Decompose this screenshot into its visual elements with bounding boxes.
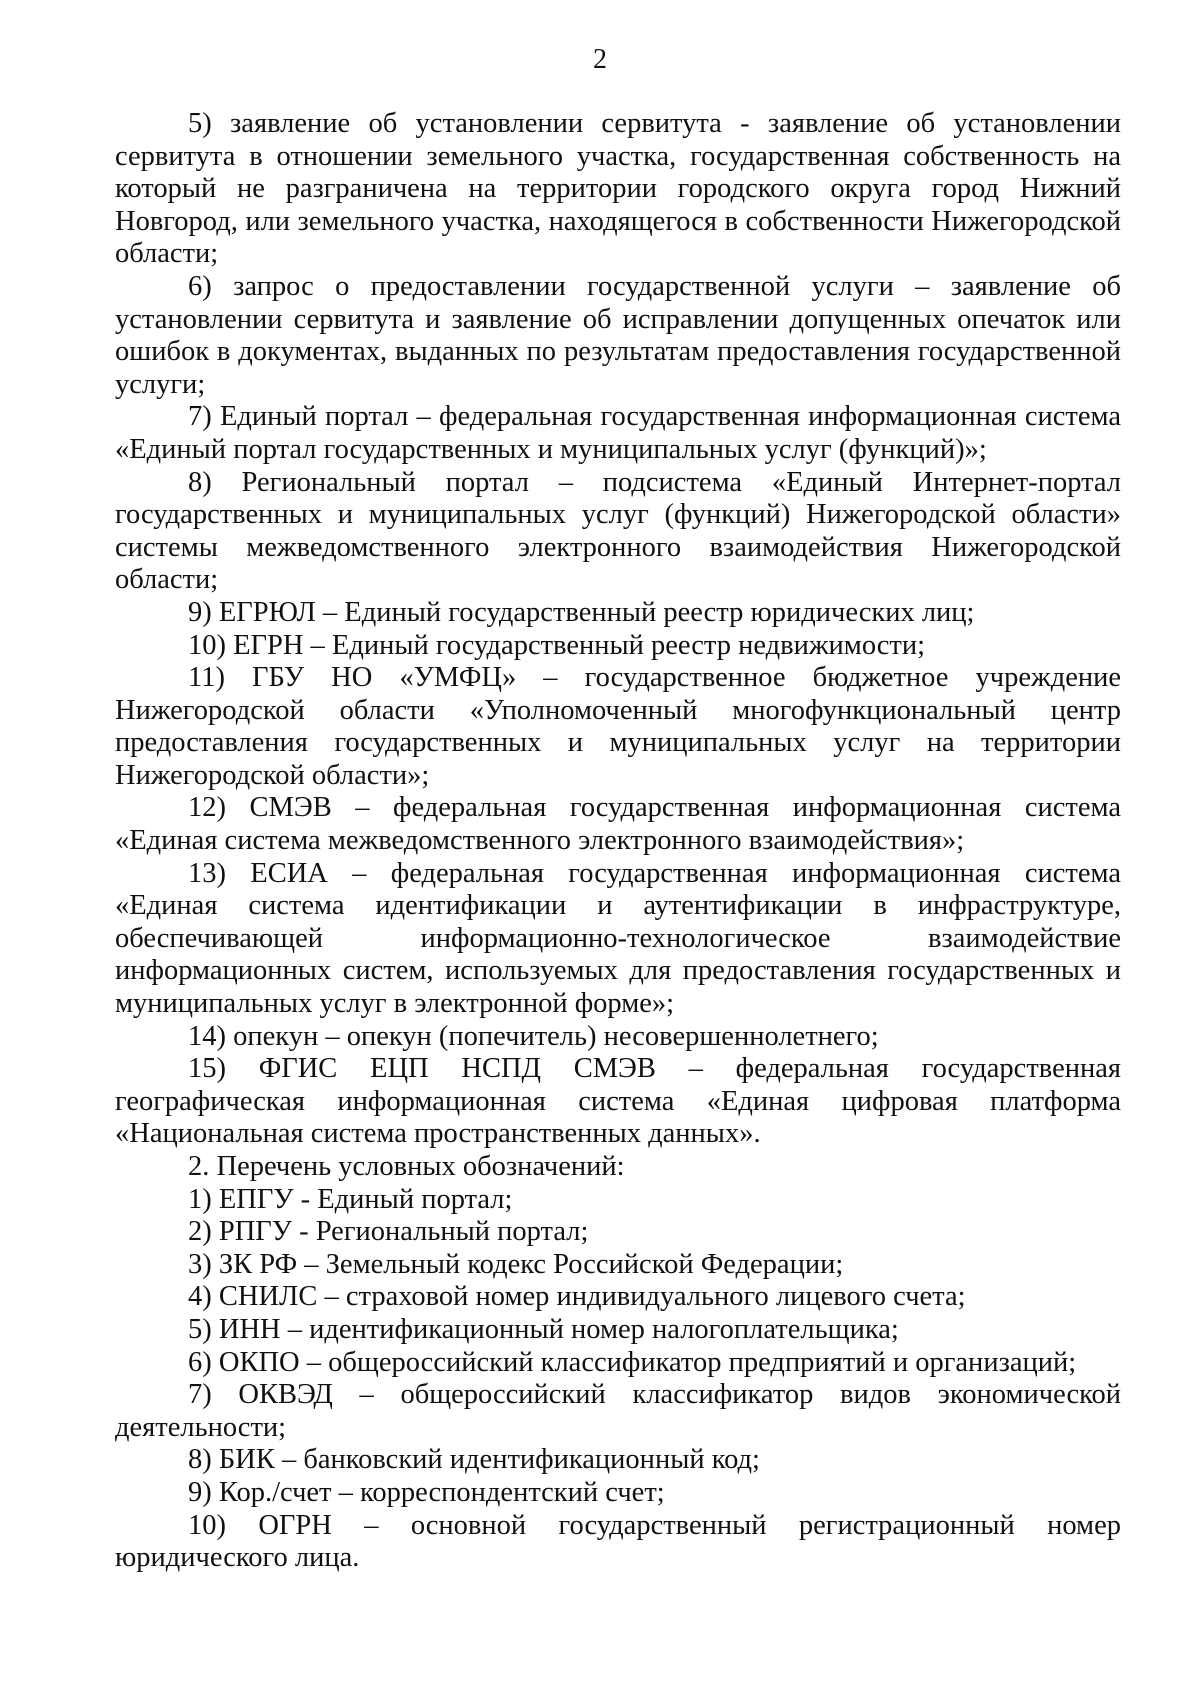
abbreviation-item-1: 1) ЕПГУ - Единый портал; bbox=[188, 1183, 513, 1215]
abbreviation-item-3: 3) ЗК РФ – Земельный кодекс Российской Федерации; bbox=[188, 1248, 844, 1280]
paragraph-definition-13: 13) ЕСИА – федеральная государственная информационная система «Единая система идентификации и аутентификации в инфраструктуре, обеспечивающей информационно-технологическое взаимодействие информационных систем, используемых для предоставления государственных и муниципальных услуг в электронной форме»; bbox=[115, 857, 1121, 1020]
page-number: 2 bbox=[593, 44, 607, 75]
abbreviation-item-2: 2) РПГУ - Региональный портал; bbox=[188, 1216, 589, 1248]
paragraph-definition-12: 12) СМЭВ – федеральная государственная информационная система «Единая система межведомственного электронного взаимодействия»; bbox=[115, 792, 1121, 857]
abbreviation-item-9: 9) Кор./счет – корреспондентский счет; bbox=[188, 1476, 665, 1508]
paragraph-definition-6: 6) запрос о предоставлении государственной услуги – заявление об установлении сервитута и заявление об исправлении допущенных опечаток или ошибок в документах, выданных по результатам предоставления государственной услуги; bbox=[115, 270, 1121, 400]
abbreviation-item-4: 4) СНИЛС – страховой номер индивидуального лицевого счета; bbox=[188, 1281, 966, 1313]
paragraph-definition-15: 15) ФГИС ЕЦП НСПД СМЭВ – федеральная государственная географическая информационная система «Единая цифровая платформа «Национальная система пространственных данных». bbox=[115, 1053, 1121, 1150]
abbreviation-item-7: 7) ОКВЭД – общероссийский классификатор видов экономической деятельности; bbox=[115, 1379, 1121, 1443]
paragraph-definition-5: 5) заявление об установлении сервитута - заявление об установлении сервитута в отношении земельного участка, государственная собственность на который не разграничена на территории городского округа город Нижний Новгород, или земельного участка, находящегося в собственности Нижегородской области; bbox=[115, 108, 1121, 270]
abbreviation-item-10: 10) ОГРН – основной государственный регистрационный номер юридического лица. bbox=[115, 1509, 1121, 1574]
abbreviation-item-8: 8) БИК – банковский идентификационный код; bbox=[188, 1444, 760, 1476]
section-heading-abbreviations: 2. Перечень условных обозначений: bbox=[188, 1151, 625, 1182]
paragraph-definition-10: 10) ЕГРН – Единый государственный реестр недвижимости; bbox=[188, 629, 926, 661]
paragraph-definition-11: 11) ГБУ НО «УМФЦ» – государственное бюджетное учреждение Нижегородской области «Уполномоченный многофункциональный центр предоставления государственных и муниципальных услуг на территории Нижегородской области»; bbox=[115, 662, 1121, 791]
paragraph-definition-14: 14) опекун – опекун (попечитель) несовершеннолетнего; bbox=[188, 1020, 879, 1052]
abbreviation-item-6: 6) ОКПО – общероссийский классификатор предприятий и организаций; bbox=[188, 1346, 1077, 1378]
paragraph-definition-9: 9) ЕГРЮЛ – Единый государственный реестр юридических лиц; bbox=[188, 596, 975, 628]
paragraph-definition-7: 7) Единый портал – федеральная государственная информационная система «Единый портал государственных и муниципальных услуг (функций)»; bbox=[115, 401, 1121, 465]
paragraph-definition-8: 8) Региональный портал – подсистема «Единый Интернет-портал государственных и муниципальных услуг (функций) Нижегородской области» системы межведомственного электронного взаимодействия Нижегородской области; bbox=[115, 466, 1121, 596]
document-body bbox=[115, 108, 1121, 1575]
abbreviation-item-5: 5) ИНН – идентификационный номер налогоплательщика; bbox=[188, 1313, 899, 1345]
